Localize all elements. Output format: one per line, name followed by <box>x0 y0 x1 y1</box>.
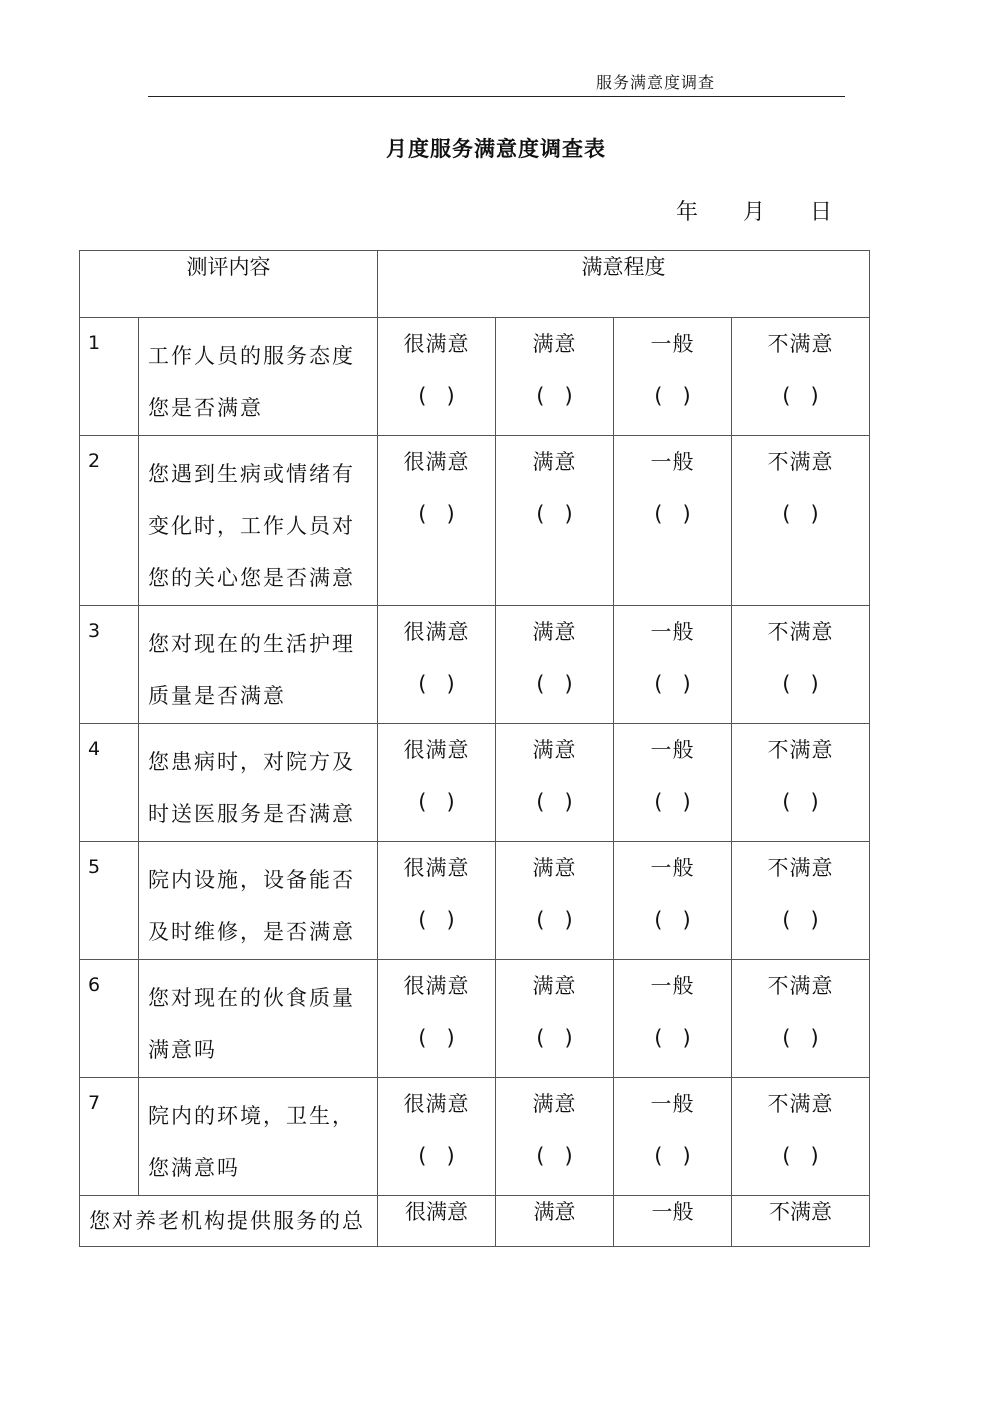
option-dissatisfied[interactable] <box>732 318 870 436</box>
overall-option-dissatisfied[interactable]: 不满意 <box>732 1196 870 1247</box>
option-very-satisfied[interactable] <box>378 606 496 724</box>
option-label: 满意 <box>532 620 577 644</box>
option-very-satisfied[interactable] <box>378 1078 496 1196</box>
question-number: 1 <box>80 318 139 436</box>
option-label: 一般 <box>650 1092 695 1116</box>
option-dissatisfied[interactable] <box>732 606 870 724</box>
option-label: 一般 <box>650 332 695 356</box>
answer-blank[interactable]: () <box>654 1026 711 1050</box>
option-label: 不满意 <box>767 450 834 474</box>
option-satisfied[interactable] <box>496 724 614 842</box>
option-satisfied[interactable] <box>496 960 614 1078</box>
option-satisfied[interactable] <box>496 842 614 960</box>
date-year-label: 年 <box>676 200 699 225</box>
answer-blank[interactable]: () <box>782 790 839 814</box>
option-satisfied[interactable] <box>496 436 614 606</box>
option-satisfied[interactable] <box>496 606 614 724</box>
answer-blank[interactable]: () <box>782 672 839 696</box>
question-number: 2 <box>80 436 139 606</box>
option-label: 满意 <box>532 332 577 356</box>
option-label: 满意 <box>532 856 577 880</box>
question-text: 您患病时，对院方及时送医服务是否满意 <box>139 724 378 842</box>
answer-blank[interactable]: () <box>536 1144 593 1168</box>
option-label: 一般 <box>650 620 695 644</box>
question-text: 院内设施，设备能否及时维修，是否满意 <box>139 842 378 960</box>
date-line <box>676 195 832 226</box>
option-label: 很满意 <box>403 620 470 644</box>
table-header-row <box>80 251 870 318</box>
answer-blank[interactable]: () <box>782 384 839 408</box>
option-label: 不满意 <box>767 620 834 644</box>
option-label: 很满意 <box>403 856 470 880</box>
answer-blank[interactable]: () <box>782 1026 839 1050</box>
option-label: 不满意 <box>767 332 834 356</box>
option-label: 很满意 <box>403 450 470 474</box>
option-label: 满意 <box>532 450 577 474</box>
answer-blank[interactable]: () <box>536 502 593 526</box>
answer-blank[interactable]: () <box>536 790 593 814</box>
option-very-satisfied[interactable] <box>378 724 496 842</box>
table-row <box>80 960 870 1078</box>
option-label: 一般 <box>650 856 695 880</box>
question-number: 7 <box>80 1078 139 1196</box>
answer-blank[interactable]: () <box>654 672 711 696</box>
option-satisfied[interactable] <box>496 1078 614 1196</box>
answer-blank[interactable]: () <box>654 502 711 526</box>
answer-blank[interactable]: () <box>536 1026 593 1050</box>
answer-blank[interactable]: () <box>418 672 475 696</box>
answer-blank[interactable]: () <box>654 790 711 814</box>
option-neutral[interactable] <box>614 606 732 724</box>
document-title: 月度服务满意度调查表 <box>386 137 606 161</box>
answer-blank[interactable]: () <box>418 1026 475 1050</box>
survey-table <box>79 250 870 1247</box>
overall-option-neutral[interactable]: 一般 <box>614 1196 732 1247</box>
table-row <box>80 724 870 842</box>
option-neutral[interactable] <box>614 960 732 1078</box>
option-label: 一般 <box>650 450 695 474</box>
table-row-overall <box>80 1196 870 1247</box>
option-label: 很满意 <box>403 1092 470 1116</box>
answer-blank[interactable]: () <box>536 908 593 932</box>
answer-blank[interactable]: () <box>536 384 593 408</box>
overall-option-satisfied[interactable]: 满意 <box>496 1196 614 1247</box>
question-text: 工作人员的服务态度您是否满意 <box>139 318 378 436</box>
option-neutral[interactable] <box>614 1078 732 1196</box>
table-row <box>80 606 870 724</box>
answer-blank[interactable]: () <box>418 790 475 814</box>
answer-blank[interactable]: () <box>782 1144 839 1168</box>
question-text: 您对现在的伙食质量满意吗 <box>139 960 378 1078</box>
table-row <box>80 436 870 606</box>
option-dissatisfied[interactable] <box>732 724 870 842</box>
option-dissatisfied[interactable] <box>732 436 870 606</box>
table-row <box>80 1078 870 1196</box>
option-dissatisfied[interactable] <box>732 1078 870 1196</box>
answer-blank[interactable]: () <box>418 908 475 932</box>
option-label: 很满意 <box>403 974 470 998</box>
running-header: 服务满意度调查 <box>596 73 716 92</box>
date-month-label: 月 <box>743 200 766 225</box>
option-label: 不满意 <box>767 738 834 762</box>
option-neutral[interactable] <box>614 318 732 436</box>
option-label: 不满意 <box>767 1092 834 1116</box>
option-label: 一般 <box>650 974 695 998</box>
option-neutral[interactable] <box>614 436 732 606</box>
question-number: 3 <box>80 606 139 724</box>
table-row <box>80 318 870 436</box>
option-dissatisfied[interactable] <box>732 960 870 1078</box>
option-label: 不满意 <box>767 974 834 998</box>
question-text: 您遇到生病或情绪有变化时，工作人员对您的关心您是否满意 <box>139 436 378 606</box>
question-text: 您对现在的生活护理质量是否满意 <box>139 606 378 724</box>
question-text: 院内的环境，卫生，您满意吗 <box>139 1078 378 1196</box>
option-neutral[interactable] <box>614 724 732 842</box>
option-very-satisfied[interactable] <box>378 960 496 1078</box>
option-label: 满意 <box>532 738 577 762</box>
answer-blank[interactable]: () <box>654 384 711 408</box>
option-very-satisfied[interactable] <box>378 318 496 436</box>
answer-blank[interactable]: () <box>654 1144 711 1168</box>
column-header-content: 测评内容 <box>80 251 378 318</box>
answer-blank[interactable]: () <box>536 672 593 696</box>
option-label: 很满意 <box>403 332 470 356</box>
date-day-label: 日 <box>810 200 833 225</box>
option-label: 很满意 <box>403 738 470 762</box>
question-number: 4 <box>80 724 139 842</box>
option-satisfied[interactable] <box>496 318 614 436</box>
answer-blank[interactable]: () <box>782 502 839 526</box>
answer-blank[interactable]: () <box>782 908 839 932</box>
question-number: 5 <box>80 842 139 960</box>
option-label: 满意 <box>532 974 577 998</box>
option-label: 满意 <box>532 1092 577 1116</box>
option-dissatisfied[interactable] <box>732 842 870 960</box>
overall-option-very-satisfied[interactable]: 很满意 <box>378 1196 496 1247</box>
option-label: 一般 <box>650 738 695 762</box>
column-header-satisfaction: 满意程度 <box>378 251 870 318</box>
header-divider <box>148 96 845 97</box>
table-row <box>80 842 870 960</box>
option-very-satisfied[interactable] <box>378 842 496 960</box>
answer-blank[interactable]: () <box>418 384 475 408</box>
answer-blank[interactable]: () <box>654 908 711 932</box>
option-label: 不满意 <box>767 856 834 880</box>
answer-blank[interactable]: () <box>418 1144 475 1168</box>
question-number: 6 <box>80 960 139 1078</box>
option-neutral[interactable] <box>614 842 732 960</box>
option-very-satisfied[interactable] <box>378 436 496 606</box>
answer-blank[interactable]: () <box>418 502 475 526</box>
overall-question-text: 您对养老机构提供服务的总 <box>80 1196 378 1247</box>
